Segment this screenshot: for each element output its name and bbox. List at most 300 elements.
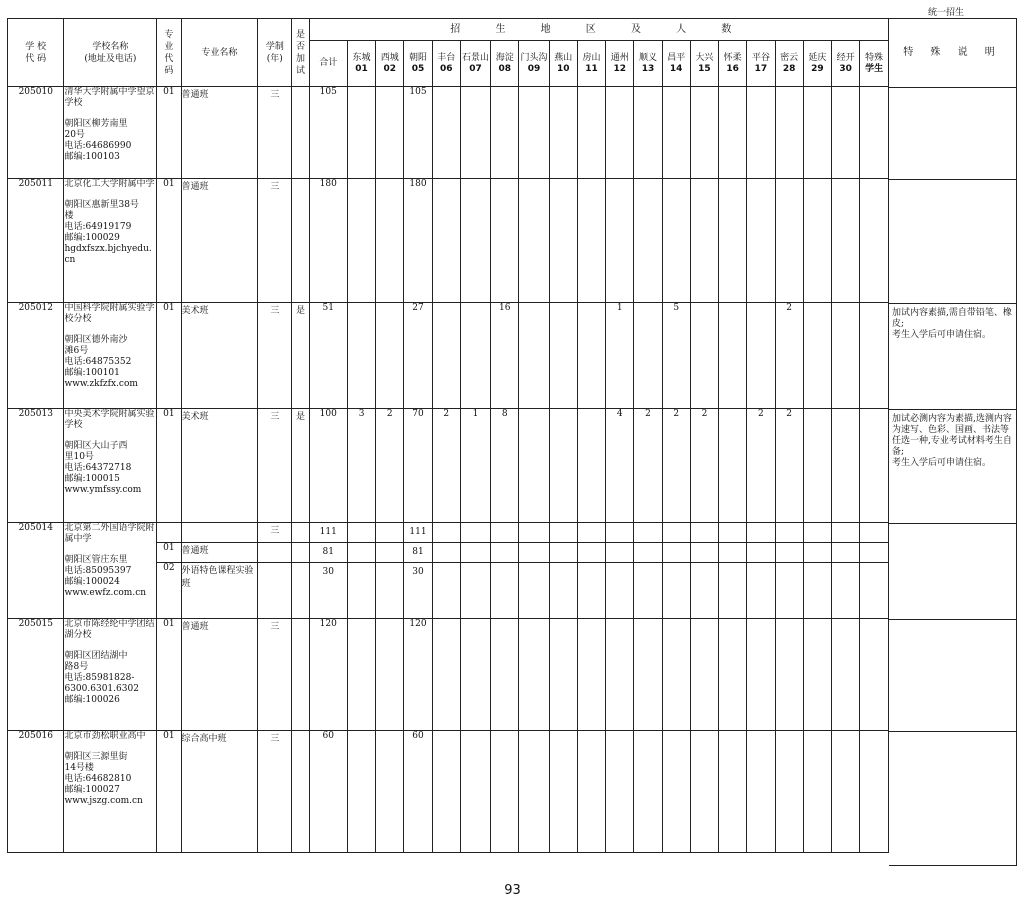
count-total: 120: [309, 619, 347, 731]
header-school-name: 学校名称 (地址及电话): [64, 19, 157, 87]
school-info: [64, 731, 157, 853]
count-05: 111: [404, 523, 432, 543]
count-13: [634, 303, 662, 409]
count-05: 70: [404, 409, 432, 523]
region-name: 门头沟: [520, 52, 548, 63]
count-08: [491, 543, 519, 563]
count-28: [775, 563, 803, 619]
count-30: [831, 731, 859, 853]
header-extra-test: 是 否 加 试: [292, 19, 309, 87]
count-08: [491, 179, 519, 303]
school-info: [64, 619, 157, 731]
count-学生: [860, 409, 889, 523]
count-06: [432, 179, 460, 303]
count-28: [775, 731, 803, 853]
school-address: 朝阳区团结湖中 路8号 电话:85981828- 6300.6301.6302 邮编:100026: [64, 651, 139, 705]
count-01: [347, 523, 375, 543]
region-name: 延庆: [808, 52, 827, 63]
count-28: [775, 179, 803, 303]
count-06: [432, 523, 460, 543]
school-info: [64, 179, 157, 303]
header-region-18: [831, 41, 859, 87]
count-13: [634, 619, 662, 731]
school-code: 205011: [8, 179, 64, 303]
region-code: 07: [469, 63, 482, 74]
header-region-title: 招 生 地 区 及 人 数: [309, 19, 888, 41]
count-02: [376, 731, 404, 853]
count-17: [747, 563, 775, 619]
count-total: 100: [309, 409, 347, 523]
header-region-17: [803, 41, 831, 87]
count-12: [606, 731, 634, 853]
count-total: 105: [309, 87, 347, 179]
count-学生: [860, 619, 889, 731]
count-05: 27: [404, 303, 432, 409]
count-13: [634, 731, 662, 853]
header-region-12: [662, 41, 690, 87]
count-05: 120: [404, 619, 432, 731]
notes-separator: [889, 303, 1016, 304]
count-15: [690, 303, 718, 409]
header-region-2: [376, 41, 404, 87]
school-name: 清华大学附属中学望京学校: [64, 87, 155, 108]
years: 三: [258, 731, 292, 853]
count-08: [491, 563, 519, 619]
count-06: [432, 87, 460, 179]
major-code: 01: [157, 543, 181, 563]
count-11: [577, 523, 605, 543]
count-09: [519, 543, 549, 563]
count-29: [803, 303, 831, 409]
count-13: 2: [634, 409, 662, 523]
count-01: 3: [347, 409, 375, 523]
count-05: 30: [404, 563, 432, 619]
region-name: 经开: [836, 52, 855, 63]
count-02: [376, 87, 404, 179]
region-name: 顺义: [638, 52, 657, 63]
table-row: [8, 179, 889, 303]
count-11: [577, 563, 605, 619]
years: [258, 563, 292, 619]
count-16: [719, 543, 747, 563]
count-09: [519, 619, 549, 731]
school-info: [64, 303, 157, 409]
header-region-0: [309, 41, 347, 87]
school-info: [64, 409, 157, 523]
count-学生: [860, 543, 889, 563]
count-28: [775, 87, 803, 179]
major-code: 01: [157, 409, 181, 523]
count-07: [460, 179, 490, 303]
count-15: [690, 731, 718, 853]
count-29: [803, 523, 831, 543]
count-11: [577, 731, 605, 853]
count-17: [747, 179, 775, 303]
count-05: 81: [404, 543, 432, 563]
notes-separator: [889, 409, 1016, 410]
count-02: [376, 523, 404, 543]
table-row: [8, 523, 889, 543]
header-years: 学制 (年): [258, 19, 292, 87]
count-06: [432, 543, 460, 563]
header-region-6: [491, 41, 519, 87]
count-15: [690, 543, 718, 563]
notes-separator: [889, 179, 1016, 180]
page-number: 93: [504, 883, 521, 898]
count-16: [719, 87, 747, 179]
region-name: 西城: [380, 52, 399, 63]
count-17: [747, 543, 775, 563]
count-10: [549, 179, 577, 303]
years: 三: [258, 303, 292, 409]
major-code: 02: [157, 563, 181, 619]
count-10: [549, 619, 577, 731]
count-total: 51: [309, 303, 347, 409]
count-06: [432, 303, 460, 409]
major-code: 01: [157, 179, 181, 303]
count-16: [719, 523, 747, 543]
region-name: 海淀: [495, 52, 514, 63]
count-16: [719, 179, 747, 303]
extra-test: [292, 731, 309, 853]
school-address: 朝阳区管庄东里 电话:85095397 邮编:100024 www.ewfz.com.cn: [64, 555, 147, 598]
extra-test: [292, 563, 309, 619]
count-02: [376, 303, 404, 409]
years: 三: [258, 87, 292, 179]
count-30: [831, 563, 859, 619]
count-08: [491, 619, 519, 731]
major-name: 美术班: [181, 303, 258, 409]
school-address: 朝阳区大山子西 里10号 电话:64372718 邮编:100015 www.ymfssy.com: [64, 441, 142, 495]
count-29: [803, 179, 831, 303]
school-name: 中国科学院附属实验学校分校: [64, 303, 155, 324]
count-14: [662, 619, 690, 731]
count-学生: [860, 731, 889, 853]
count-30: [831, 409, 859, 523]
major-code: 01: [157, 731, 181, 853]
count-29: [803, 731, 831, 853]
count-07: [460, 543, 490, 563]
region-name: 朝阳: [409, 52, 428, 63]
header-region-7: [519, 41, 549, 87]
count-14: 2: [662, 409, 690, 523]
count-29: [803, 543, 831, 563]
region-name: 怀柔: [723, 52, 742, 63]
count-01: [347, 619, 375, 731]
table-row: [8, 731, 889, 853]
count-11: [577, 179, 605, 303]
school-name: 北京市陈经纶中学团结湖分校: [64, 619, 155, 640]
extra-test: 是: [292, 303, 309, 409]
extra-test: [292, 179, 309, 303]
count-14: [662, 731, 690, 853]
school-name: 北京第二外国语学院附属中学: [64, 523, 155, 544]
count-01: [347, 543, 375, 563]
count-11: [577, 543, 605, 563]
region-name: 石景山: [462, 52, 490, 63]
region-name: 密云: [780, 52, 799, 63]
region-name: 特殊: [865, 52, 884, 63]
count-16: [719, 303, 747, 409]
notes-separator: [889, 731, 1016, 732]
count-10: [549, 563, 577, 619]
count-28: [775, 523, 803, 543]
region-name: 东城: [352, 52, 371, 63]
header-school-code: 学 校 代 码: [8, 19, 64, 87]
school-code: 205013: [8, 409, 64, 523]
count-09: [519, 87, 549, 179]
top-tag: 统一招生: [928, 8, 965, 18]
count-09: [519, 409, 549, 523]
count-total: 180: [309, 179, 347, 303]
region-name: 平谷: [751, 52, 770, 63]
count-30: [831, 87, 859, 179]
count-06: [432, 619, 460, 731]
region-code: 16: [726, 63, 739, 74]
table-row: [8, 303, 889, 409]
extra-test: 是: [292, 409, 309, 523]
header-region-8: [549, 41, 577, 87]
years: 三: [258, 619, 292, 731]
count-09: [519, 179, 549, 303]
region-name: 昌平: [667, 52, 686, 63]
count-07: [460, 87, 490, 179]
notes-separator: [889, 619, 1016, 620]
school-note: 加试必测内容为素描,选测内容为速写、色彩、国画、书法等任选一种,专业考试材料考生自备; 考生入学后可申请住宿。: [892, 413, 1012, 468]
count-30: [831, 303, 859, 409]
notes-separator: [889, 523, 1016, 524]
header-region-3: [404, 41, 432, 87]
count-12: 4: [606, 409, 634, 523]
count-13: [634, 543, 662, 563]
count-total: 60: [309, 731, 347, 853]
school-name: 北京化工大学附属中学: [64, 179, 155, 189]
count-09: [519, 303, 549, 409]
major-code: [157, 523, 181, 543]
count-12: [606, 619, 634, 731]
count-02: [376, 619, 404, 731]
header-region-19: [860, 41, 889, 87]
count-14: 5: [662, 303, 690, 409]
count-06: 2: [432, 409, 460, 523]
school-name: 北京市劲松职业高中: [64, 731, 146, 741]
count-01: [347, 563, 375, 619]
count-11: [577, 303, 605, 409]
count-15: [690, 179, 718, 303]
school-address: 朝阳区惠新里38号 楼 电话:64919179 邮编:100029 hgdxfszx.bjchyedu. cn: [64, 200, 152, 265]
count-05: 105: [404, 87, 432, 179]
region-code: 学生: [865, 63, 884, 74]
count-07: [460, 303, 490, 409]
count-学生: [860, 563, 889, 619]
count-02: [376, 563, 404, 619]
count-16: [719, 409, 747, 523]
school-name: 中央美术学院附属实验学校: [64, 409, 155, 430]
years: 三: [258, 523, 292, 543]
region-name: 通州: [610, 52, 629, 63]
region-code: 13: [641, 63, 655, 74]
major-name: 外语特色课程实验班: [181, 563, 258, 619]
count-10: [549, 409, 577, 523]
region-code: 29: [811, 63, 824, 74]
count-01: [347, 87, 375, 179]
table-row: [8, 87, 889, 179]
count-07: [460, 619, 490, 731]
count-10: [549, 731, 577, 853]
count-13: [634, 87, 662, 179]
school-address: 朝阳区柳芳南里 20号 电话:64686990 邮编:100103: [64, 119, 132, 162]
table-row: [8, 619, 889, 731]
count-15: [690, 619, 718, 731]
region-code: 08: [498, 63, 512, 74]
region-code: 02: [383, 63, 397, 74]
count-28: 2: [775, 303, 803, 409]
school-note: 加试内容素描,需自带铅笔、橡皮; 考生入学后可申请住宿。: [892, 307, 1012, 340]
school-code: 205014: [8, 523, 64, 619]
count-12: 1: [606, 303, 634, 409]
count-05: 180: [404, 179, 432, 303]
region-code: 10: [556, 63, 570, 74]
header-region-10: [606, 41, 634, 87]
years: 三: [258, 179, 292, 303]
count-30: [831, 543, 859, 563]
count-09: [519, 731, 549, 853]
count-06: [432, 731, 460, 853]
count-05: 60: [404, 731, 432, 853]
count-29: [803, 87, 831, 179]
school-info: [64, 87, 157, 179]
years: [258, 543, 292, 563]
major-name: 普通班: [181, 543, 258, 563]
major-code: 01: [157, 303, 181, 409]
header-region-13: [690, 41, 718, 87]
count-14: [662, 87, 690, 179]
count-11: [577, 619, 605, 731]
count-13: [634, 523, 662, 543]
header-notes: 特 殊 说 明: [889, 19, 1016, 88]
extra-test: [292, 543, 309, 563]
count-30: [831, 619, 859, 731]
count-06: [432, 563, 460, 619]
school-code: 205012: [8, 303, 64, 409]
count-12: [606, 87, 634, 179]
count-total: 81: [309, 543, 347, 563]
count-07: [460, 731, 490, 853]
region-code: 30: [839, 63, 852, 74]
count-10: [549, 87, 577, 179]
region-code: 09: [527, 63, 541, 74]
count-16: [719, 619, 747, 731]
region-name: 合计: [319, 58, 338, 68]
count-15: [690, 87, 718, 179]
region-code: 11: [585, 63, 598, 74]
region-code: 28: [782, 63, 796, 74]
count-12: [606, 543, 634, 563]
count-10: [549, 543, 577, 563]
header-region-15: [747, 41, 775, 87]
count-01: [347, 731, 375, 853]
count-09: [519, 523, 549, 543]
school-code: 205010: [8, 87, 64, 179]
region-code: 15: [698, 63, 711, 74]
count-13: [634, 563, 662, 619]
count-10: [549, 523, 577, 543]
header-region-1: [347, 41, 375, 87]
count-28: 2: [775, 409, 803, 523]
count-14: [662, 179, 690, 303]
major-name: [181, 523, 258, 543]
count-15: 2: [690, 409, 718, 523]
count-12: [606, 563, 634, 619]
count-学生: [860, 179, 889, 303]
region-code: 12: [613, 63, 626, 74]
count-29: [803, 409, 831, 523]
major-name: 普通班: [181, 87, 258, 179]
count-10: [549, 303, 577, 409]
count-11: [577, 409, 605, 523]
header-region-5: [460, 41, 490, 87]
school-code: 205015: [8, 619, 64, 731]
count-14: [662, 563, 690, 619]
count-01: [347, 303, 375, 409]
region-code: 17: [754, 63, 768, 74]
header-major-code: 专 业 代 码: [157, 19, 181, 87]
count-16: [719, 731, 747, 853]
count-07: [460, 523, 490, 543]
count-29: [803, 563, 831, 619]
count-15: [690, 563, 718, 619]
count-02: [376, 543, 404, 563]
count-17: 2: [747, 409, 775, 523]
count-28: [775, 619, 803, 731]
count-17: [747, 731, 775, 853]
count-28: [775, 543, 803, 563]
extra-test: [292, 87, 309, 179]
header-region-9: [577, 41, 605, 87]
count-07: [460, 563, 490, 619]
region-code: 01: [355, 63, 368, 74]
count-17: [747, 523, 775, 543]
school-info: [64, 523, 157, 619]
major-code: 01: [157, 87, 181, 179]
major-name: 综合高中班: [181, 731, 258, 853]
count-学生: [860, 303, 889, 409]
major-name: 美术班: [181, 409, 258, 523]
count-08: 8: [491, 409, 519, 523]
count-total: 30: [309, 563, 347, 619]
count-17: [747, 303, 775, 409]
count-08: [491, 523, 519, 543]
count-17: [747, 87, 775, 179]
count-学生: [860, 87, 889, 179]
header-major-name: 专业名称: [181, 19, 258, 87]
notes-column: [889, 18, 1017, 866]
count-30: [831, 523, 859, 543]
count-02: [376, 179, 404, 303]
header-region-4: [432, 41, 460, 87]
major-name: 普通班: [181, 179, 258, 303]
region-code: 06: [439, 63, 453, 74]
count-12: [606, 523, 634, 543]
major-name: 普通班: [181, 619, 258, 731]
count-15: [690, 523, 718, 543]
region-name: 丰台: [437, 52, 456, 63]
header-region-16: [775, 41, 803, 87]
count-09: [519, 563, 549, 619]
header-region-14: [719, 41, 747, 87]
count-14: [662, 523, 690, 543]
region-code: 14: [669, 63, 683, 74]
